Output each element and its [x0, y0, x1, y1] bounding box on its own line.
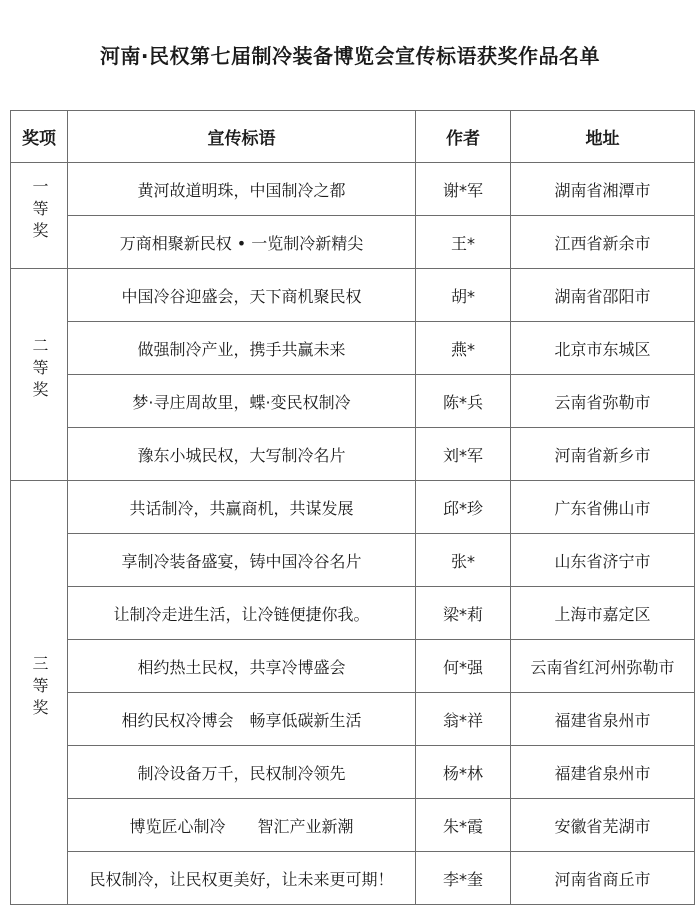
table-row — [11, 640, 695, 693]
table-header-row — [11, 111, 695, 163]
address-cell: 湖南省湘潭市 — [511, 163, 695, 216]
address-cell: 山东省济宁市 — [511, 534, 695, 587]
address-cell: 北京市东城区 — [511, 322, 695, 375]
slogan-cell: 共话制冷，共赢商机，共谋发展 — [68, 481, 416, 534]
header-author: 作者 — [416, 111, 511, 163]
author-cell: 刘*军 — [416, 428, 511, 481]
author-cell: 朱*霞 — [416, 799, 511, 852]
author-cell: 邱*珍 — [416, 481, 511, 534]
slogan-cell: 民权制冷，让民权更美好，让未来更可期！ — [68, 852, 416, 905]
table-row — [11, 481, 695, 534]
level-label: 三等奖 — [30, 655, 49, 721]
address-cell: 福建省泉州市 — [511, 693, 695, 746]
table-row — [11, 163, 695, 216]
award-table — [10, 110, 695, 905]
address-cell: 湖南省邵阳市 — [511, 269, 695, 322]
address-cell: 江西省新余市 — [511, 216, 695, 269]
slogan-cell: 享制冷装备盛宴，铸中国冷谷名片 — [68, 534, 416, 587]
slogan-cell: 让制冷走进生活，让冷链便捷你我。 — [68, 587, 416, 640]
author-cell: 何*强 — [416, 640, 511, 693]
address-cell: 安徽省芜湖市 — [511, 799, 695, 852]
table-row — [11, 852, 695, 905]
slogan-cell: 博览匠心制冷 智汇产业新潮 — [68, 799, 416, 852]
header-address: 地址 — [511, 111, 695, 163]
table-row — [11, 534, 695, 587]
author-cell: 王* — [416, 216, 511, 269]
table-row — [11, 375, 695, 428]
address-cell: 河南省商丘市 — [511, 852, 695, 905]
level-label: 一等奖 — [30, 178, 49, 244]
level-cell-second-prize — [11, 269, 68, 481]
address-cell: 广东省佛山市 — [511, 481, 695, 534]
slogan-cell: 梦·寻庄周故里，蝶·变民权制冷 — [68, 375, 416, 428]
header-slogan: 宣传标语 — [68, 111, 416, 163]
author-cell: 翁*祥 — [416, 693, 511, 746]
table-row — [11, 799, 695, 852]
author-cell: 谢*军 — [416, 163, 511, 216]
table-row — [11, 587, 695, 640]
author-cell: 张* — [416, 534, 511, 587]
header-level: 奖项 — [11, 111, 68, 163]
author-cell: 梁*莉 — [416, 587, 511, 640]
document-title: 河南·民权第七届制冷装备博览会宣传标语获奖作品名单 — [99, 44, 601, 68]
author-cell: 杨*林 — [416, 746, 511, 799]
slogan-cell: 万商相聚新民权 • 一览制冷新精尖 — [68, 216, 416, 269]
table-row — [11, 428, 695, 481]
slogan-cell: 相约民权冷博会 畅享低碳新生活 — [68, 693, 416, 746]
author-cell: 李*奎 — [416, 852, 511, 905]
level-cell-third-prize — [11, 481, 68, 905]
slogan-cell: 黄河故道明珠，中国制冷之都 — [68, 163, 416, 216]
level-cell-first-prize — [11, 163, 68, 269]
table-row — [11, 269, 695, 322]
slogan-cell: 中国冷谷迎盛会，天下商机聚民权 — [68, 269, 416, 322]
slogan-cell: 豫东小城民权，大写制冷名片 — [68, 428, 416, 481]
table-row — [11, 746, 695, 799]
slogan-cell: 做强制冷产业，携手共赢未来 — [68, 322, 416, 375]
address-cell: 云南省弥勒市 — [511, 375, 695, 428]
address-cell: 福建省泉州市 — [511, 746, 695, 799]
table-row — [11, 322, 695, 375]
author-cell: 陈*兵 — [416, 375, 511, 428]
slogan-cell: 相约热土民权，共享冷博盛会 — [68, 640, 416, 693]
level-label: 二等奖 — [30, 337, 49, 403]
address-cell: 河南省新乡市 — [511, 428, 695, 481]
address-cell: 云南省红河州弥勒市 — [511, 640, 695, 693]
table-row — [11, 216, 695, 269]
slogan-cell: 制冷设备万千，民权制冷领先 — [68, 746, 416, 799]
author-cell: 燕* — [416, 322, 511, 375]
table-row — [11, 693, 695, 746]
address-cell: 上海市嘉定区 — [511, 587, 695, 640]
author-cell: 胡* — [416, 269, 511, 322]
